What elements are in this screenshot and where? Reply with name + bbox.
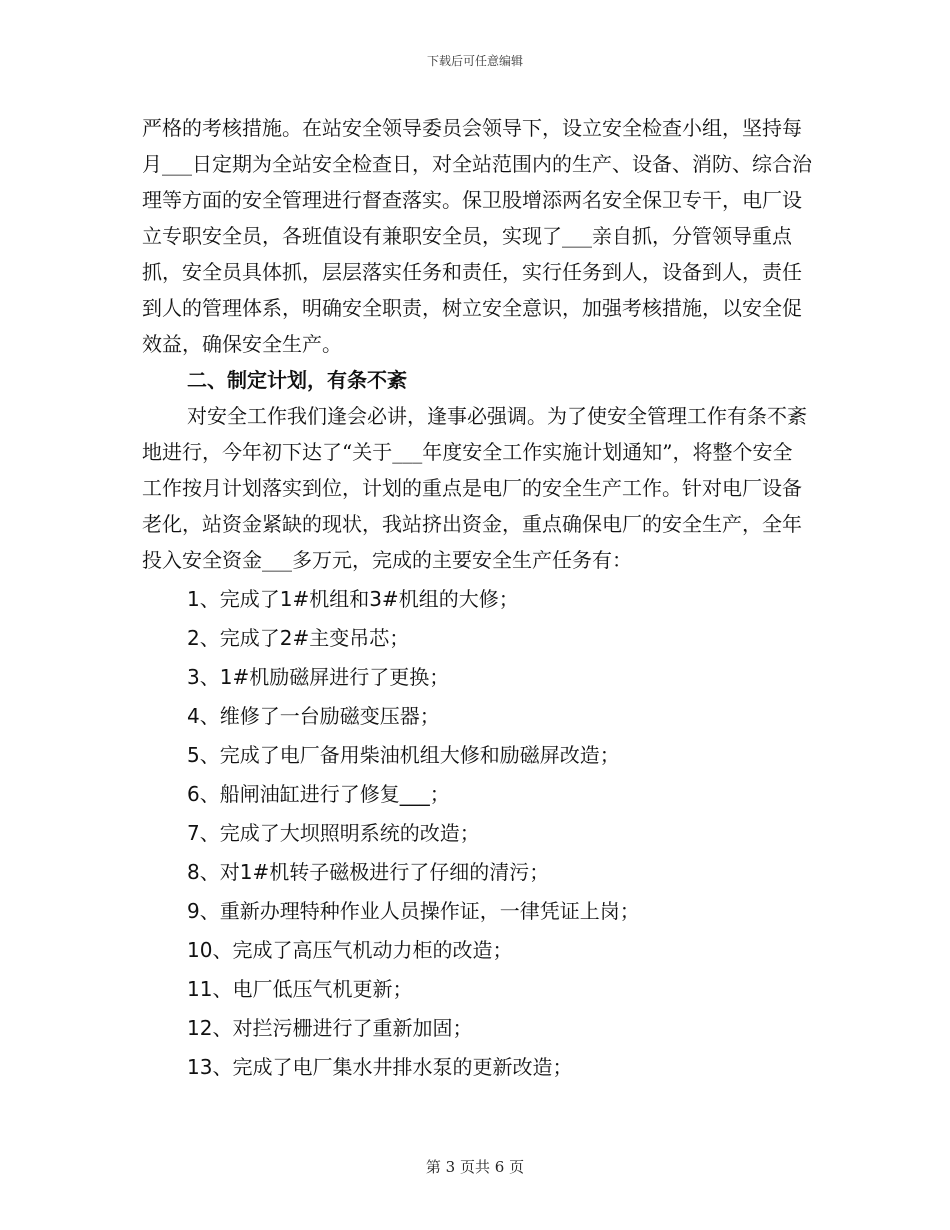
list-item: 5、完成了电厂备用柴油机组大修和励磁屏改造； [187,743,620,767]
list-item: 6、船闸油缸进行了修复___； [187,782,450,806]
list-item: 9、重新办理特种作业人员操作证，一律凭证上岗； [187,899,640,923]
paragraph-assessment: 严格的考核措施。在站安全领导委员会领导下，设立安全检查小组，坚持每月___日定期为全站安全检查日，对全站范围内的生产、设备、消防、综合治理等方面的安全管理进行督查落实。保卫股增添两名安全保卫专干，电厂设立专职安全员，各班值设有兼职安全员，实现了___亲自抓，分管领导重点抓，安全员具体抓，层层落实任务和责任，实行任务到人，设备到人，责任到人的管理体系，明确安全职责，树立安全意识，加强考核措施，以安全促效益，确保安全生产。 [142,116,812,356]
paragraph-plan: 对安全工作我们逢会必讲，逢事必强调。为了使安全管理工作有条不紊地进行，今年初下达了“关于___年度安全工作实施计划通知”，将整个安全工作按月计划落实到位，计划的重点是电厂的安全生产工作。针对电厂设备老化，站资金紧缺的现状，我站挤出资金，重点确保电厂的安全生产，全年投入安全资金___多万元，完成的主要安全生产任务有： [142,404,807,572]
list-item: 4、维修了一台励磁变压器； [187,704,440,728]
task-list [142,581,812,1085]
list-item: 13、完成了电厂集水井排水泵的更新改造； [187,1055,573,1079]
list-item: 2、完成了2#主变吊芯； [187,626,410,650]
list-item: 10、完成了高压气机动力柜的改造； [187,938,513,962]
list-item: 11、电厂低压气机更新； [187,977,413,1001]
section-heading-plan: 二、制定计划，有条不紊 [187,368,407,392]
list-item: 8、对1#机转子磁极进行了仔细的清污； [187,860,550,884]
page-footer: 第 3 页共 6 页 [425,1158,525,1176]
list-item: 12、对拦污栅进行了重新加固； [187,1016,473,1040]
document-body [142,110,812,1085]
list-item: 1、完成了1#机组和3#机组的大修； [187,587,519,611]
list-item: 3、1#机励磁屏进行了更换； [187,665,450,689]
list-item: 7、完成了大坝照明系统的改造； [187,821,480,845]
page-header: 下载后可任意编辑 [426,54,523,68]
